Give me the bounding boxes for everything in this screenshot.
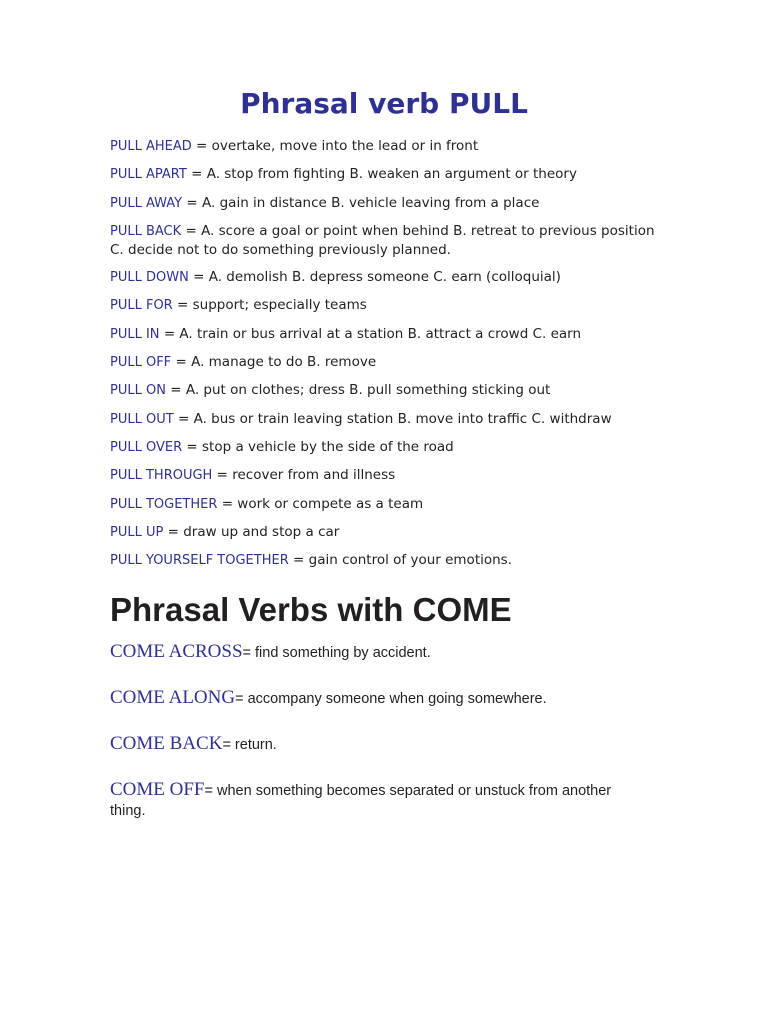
pull-off-definition: = A. manage to do B. remove — [171, 354, 377, 371]
pull-back-term: PULL BACK — [110, 223, 182, 239]
pull-down-term: PULL DOWN — [110, 270, 189, 286]
come-across-entry — [110, 642, 650, 663]
pull-out-term: PULL OUT — [110, 411, 174, 427]
pull-down-definition: = A. demolish B. depress someone C. earn (colloquial) — [188, 269, 561, 286]
pull-together-definition: = work or compete as a team — [217, 495, 424, 512]
pull-section-title: Phrasal verb PULL — [240, 87, 528, 120]
pull-on-entry — [110, 381, 670, 400]
pull-on-definition: = A. put on clothes; dress B. pull something sticking out — [165, 382, 551, 399]
pull-back-entry — [110, 222, 670, 259]
pull-yourself-together-term: PULL YOURSELF TOGETHER — [110, 553, 289, 569]
pull-through-definition: = recover from and illness — [212, 467, 396, 484]
come-along-definition: = accompany someone when going somewhere. — [235, 691, 547, 707]
pull-away-entry — [110, 194, 670, 213]
come-across-term: COME ACROSS — [110, 641, 243, 662]
pull-through-entry — [110, 466, 670, 485]
pull-off-entry — [110, 353, 670, 372]
come-back-entry — [110, 734, 650, 755]
pull-yourself-together-entry — [110, 551, 670, 570]
pull-together-term: PULL TOGETHER — [110, 496, 218, 512]
pull-out-entry — [110, 410, 670, 429]
come-along-term: COME ALONG — [110, 687, 236, 708]
come-back-definition: = return. — [222, 737, 277, 753]
come-along-entry — [110, 688, 650, 709]
pull-over-definition: = stop a vehicle by the side of the road — [182, 438, 454, 455]
pull-back-definition: = A. score a goal or point when behind B. retreat to previous position C. decide not to do something previously planned. — [110, 222, 655, 258]
pull-up-definition: = draw up and stop a car — [163, 523, 340, 540]
pull-down-entry — [110, 268, 670, 287]
come-back-term: COME BACK — [110, 733, 223, 754]
come-off-definition: = when something becomes separated or unstuck from another thing. — [110, 783, 612, 819]
pull-for-definition: = support; especially teams — [172, 297, 367, 314]
pull-out-definition: = A. bus or train leaving station B. move into traffic C. withdraw — [173, 410, 612, 427]
pull-together-entry — [110, 495, 670, 514]
pull-away-term: PULL AWAY — [110, 195, 183, 211]
pull-ahead-entry — [110, 137, 670, 156]
pull-over-entry — [110, 438, 670, 457]
pull-in-definition: = A. train or bus arrival at a station B. attract a crowd C. earn — [159, 325, 582, 342]
pull-up-entry — [110, 523, 670, 542]
pull-ahead-definition: = overtake, move into the lead or in front — [191, 138, 479, 154]
come-across-definition: = find something by accident. — [242, 645, 431, 661]
pull-apart-entry — [110, 165, 670, 184]
pull-up-term: PULL UP — [110, 524, 164, 540]
pull-for-entry — [110, 296, 670, 315]
pull-off-term: PULL OFF — [110, 355, 172, 371]
pull-apart-term: PULL APART — [110, 167, 187, 183]
pull-yourself-together-definition: = gain control of your emotions. — [288, 552, 513, 569]
pull-over-term: PULL OVER — [110, 439, 183, 455]
come-verb-list — [110, 642, 650, 846]
pull-on-term: PULL ON — [110, 383, 166, 399]
come-section-title: Phrasal Verbs with COME — [110, 591, 512, 628]
pull-for-term: PULL FOR — [110, 298, 173, 314]
come-off-entry — [110, 780, 650, 821]
come-off-term: COME OFF — [110, 779, 205, 800]
pull-verb-list — [110, 137, 670, 579]
pull-through-term: PULL THROUGH — [110, 468, 213, 484]
pull-away-definition: = A. gain in distance B. vehicle leaving from a place — [182, 194, 540, 211]
pull-in-term: PULL IN — [110, 326, 160, 342]
pull-ahead-term: PULL AHEAD — [110, 139, 192, 154]
pull-in-entry — [110, 325, 670, 344]
pull-apart-definition: = A. stop from fighting B. weaken an argument or theory — [186, 166, 577, 183]
